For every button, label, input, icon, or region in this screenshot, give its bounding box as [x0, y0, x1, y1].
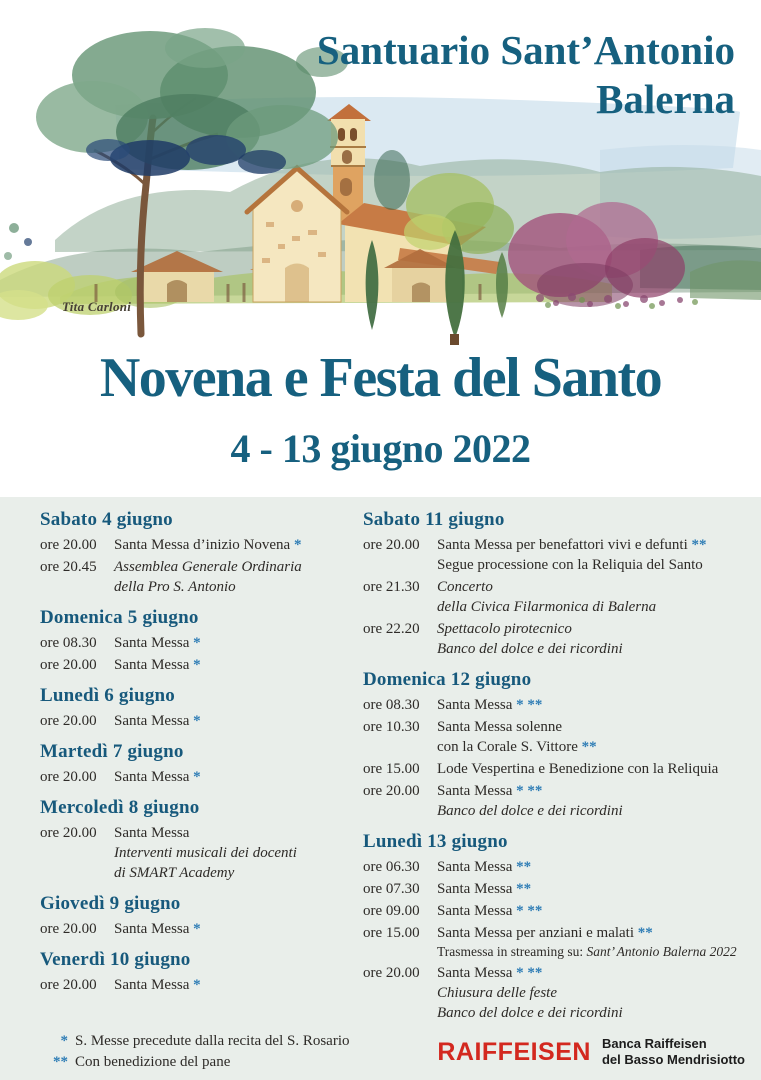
event-line-text: Santa Messa: [114, 769, 190, 785]
event-line: [437, 555, 759, 575]
event-time: ore 20.00: [363, 537, 420, 553]
event-line: [437, 857, 759, 877]
event-line-text: Santa Messa: [437, 859, 513, 875]
event-line: [437, 943, 759, 961]
event-body: [114, 655, 356, 675]
event-line-text: Banco del dolce e dei ricordini: [437, 1005, 623, 1021]
event-line: [437, 781, 759, 801]
event-line: [437, 737, 759, 757]
artist-signature: Tita Carloni: [62, 299, 132, 314]
event-line-text: con la Corale S. Vittore: [437, 739, 578, 755]
event-body: [114, 633, 356, 653]
event-line-text: Banco del dolce e dei ricordini: [437, 803, 623, 819]
event-time: ore 07.30: [363, 881, 420, 897]
footnote-marker: *: [189, 769, 201, 785]
event-line-text: Sant’ Antonio Balerna 2022: [586, 944, 737, 959]
day-title: Lunedì 13 giugno: [363, 831, 508, 852]
event-line-text: Santa Messa: [114, 713, 190, 729]
schedule-column-right: [363, 509, 759, 1033]
footnote-marker: *: [189, 713, 201, 729]
day-block: [40, 741, 356, 787]
footnote-marker: * **: [512, 903, 543, 919]
day-block: [40, 685, 356, 731]
event-row: [363, 577, 759, 617]
event-line-text: della Civica Filarmonica di Balerna: [437, 599, 657, 615]
footnote-row: [38, 1031, 350, 1052]
event-row: [363, 695, 759, 715]
event-time: ore 15.00: [363, 925, 420, 941]
day-block: [40, 607, 356, 675]
date-range: 4 - 13 giugno 2022: [230, 426, 531, 471]
event-line: [114, 535, 356, 555]
event-time: ore 20.00: [40, 769, 97, 785]
event-body: [437, 901, 759, 921]
event-time: ore 10.30: [363, 719, 420, 735]
event-row: [40, 557, 356, 597]
day-title: Sabato 11 giugno: [363, 509, 505, 530]
event-line: [437, 963, 759, 983]
day-block: [40, 509, 356, 597]
event-time: ore 20.00: [40, 657, 97, 673]
day-title: Lunedì 6 giugno: [40, 685, 175, 706]
event-line: [114, 577, 356, 597]
event-line-text: della Pro S. Antonio: [114, 579, 236, 595]
event-line-text: Santa Messa: [114, 657, 190, 673]
page-title: Novena e Festa del Santo: [99, 347, 662, 409]
event-line-text: Santa Messa: [437, 783, 513, 799]
event-body: [437, 759, 759, 779]
event-body: [114, 823, 356, 883]
footnote-text: S. Messe precedute dalla recita del S. Rosario: [75, 1033, 350, 1049]
event-time: ore 20.00: [40, 825, 97, 841]
event-time: ore 20.00: [40, 921, 97, 937]
event-line-text: Interventi musicali dei docenti: [114, 845, 297, 861]
event-row: [363, 879, 759, 899]
footnote-text: Con benedizione del pane: [75, 1054, 231, 1070]
event-line-text: Santa Messa: [114, 635, 190, 651]
event-line-text: Santa Messa solenne: [437, 719, 562, 735]
event-body: [114, 711, 356, 731]
event-row: [363, 619, 759, 659]
event-line-text: Santa Messa: [437, 965, 513, 981]
day-block: [363, 509, 759, 659]
footnote-marker: **: [687, 537, 707, 553]
event-time: ore 20.00: [363, 965, 420, 981]
event-body: [437, 619, 759, 659]
footnote-marker: **: [577, 739, 597, 755]
event-row: [363, 901, 759, 921]
event-line-text: Santa Messa: [114, 825, 190, 841]
day-block: [40, 797, 356, 883]
sponsor-name: [602, 1036, 745, 1068]
event-body: [437, 695, 759, 715]
event-row: [363, 759, 759, 779]
event-line-text: Assemblea Generale Ordinaria: [114, 559, 302, 575]
footnote-marker: * **: [512, 697, 543, 713]
event-time: ore 08.30: [363, 697, 420, 713]
event-line: [114, 843, 356, 863]
event-line-text: Santa Messa: [114, 977, 190, 993]
event-body: [114, 557, 356, 597]
event-body: [437, 879, 759, 899]
sanctuary-title-line1: Santuario Sant’Antonio: [316, 27, 735, 73]
event-line: [114, 767, 356, 787]
event-line: [114, 919, 356, 939]
footnote-marker: **: [53, 1054, 68, 1070]
event-line-text: Santa Messa per anziani e malati: [437, 925, 635, 941]
event-line: [437, 639, 759, 659]
event-body: [437, 923, 759, 961]
raiffeisen-logo-text: RAIFFEISEN: [437, 1037, 591, 1066]
event-body: [437, 857, 759, 877]
event-time: ore 15.00: [363, 761, 420, 777]
day-block: [40, 893, 356, 939]
event-line: [437, 901, 759, 921]
event-line-text: Santa Messa per benefattori vivi e defunti: [437, 537, 688, 553]
footnote-marker: **: [634, 925, 653, 941]
event-line: [114, 975, 356, 995]
event-time: ore 22.20: [363, 621, 420, 637]
footnote-marker: **: [512, 881, 532, 897]
event-time: ore 08.30: [40, 635, 97, 651]
event-line: [114, 655, 356, 675]
event-time: ore 20.45: [40, 559, 97, 575]
event-line: [437, 535, 759, 555]
day-title: Sabato 4 giugno: [40, 509, 173, 530]
event-line: [114, 823, 356, 843]
event-line: [437, 619, 759, 639]
event-line-text: Santa Messa: [437, 903, 513, 919]
day-block: [40, 949, 356, 995]
schedule-panel: [0, 497, 761, 1080]
day-block: [363, 831, 759, 1023]
event-row: [363, 535, 759, 575]
footnote-marker: *: [60, 1033, 68, 1049]
event-line-text: Santa Messa: [437, 697, 513, 713]
event-time: ore 20.00: [363, 783, 420, 799]
footnote-marker: * **: [512, 783, 543, 799]
footnote-row: [38, 1052, 350, 1073]
event-row: [363, 923, 759, 961]
footnote-marker: *: [189, 635, 201, 651]
event-line: [114, 557, 356, 577]
sponsor-logo: [437, 1036, 745, 1068]
day-title: Domenica 5 giugno: [40, 607, 199, 628]
event-line-text: Spettacolo pirotecnico: [437, 621, 572, 637]
day-title: Domenica 12 giugno: [363, 669, 532, 690]
sanctuary-title-line2: Balerna: [596, 76, 735, 123]
sponsor-name-line2: del Basso Mendrisiotto: [601, 1052, 745, 1067]
day-title: Martedì 7 giugno: [40, 741, 184, 762]
event-line: [114, 711, 356, 731]
event-row: [363, 717, 759, 757]
event-line-text: Santa Messa: [437, 881, 513, 897]
schedule-column-left: [40, 509, 356, 1005]
event-line: [437, 983, 759, 1003]
event-line: [437, 1003, 759, 1023]
event-line: [437, 695, 759, 715]
event-line: [437, 577, 759, 597]
event-row: [40, 823, 356, 883]
event-line: [437, 923, 759, 943]
event-time: ore 09.00: [363, 903, 420, 919]
event-line: [437, 717, 759, 737]
event-body: [114, 535, 356, 555]
event-line-text: Santa Messa d’inizio Novena: [114, 537, 291, 553]
event-body: [437, 577, 759, 617]
event-line: [114, 633, 356, 653]
event-body: [437, 535, 759, 575]
event-row: [40, 767, 356, 787]
event-body: [114, 975, 356, 995]
event-row: [40, 633, 356, 653]
event-line-text: Banco del dolce e dei ricordini: [437, 641, 623, 657]
event-body: [437, 963, 759, 1023]
event-line: [114, 863, 356, 883]
event-line-text: Concerto: [437, 579, 493, 595]
footnote-marker: *: [189, 921, 201, 937]
event-line-text: Santa Messa: [114, 921, 190, 937]
event-line-text: Segue processione con la Reliquia del Santo: [437, 557, 703, 573]
event-row: [363, 781, 759, 821]
event-line-text: Lode Vespertina e Benedizione con la Reliquia: [437, 761, 719, 777]
event-time: ore 20.00: [40, 537, 97, 553]
sanctuary-title: [317, 26, 735, 124]
event-row: [40, 975, 356, 995]
event-body: [437, 781, 759, 821]
event-line: [437, 759, 759, 779]
event-row: [40, 919, 356, 939]
event-line-text: di SMART Academy: [114, 865, 235, 881]
day-block: [363, 669, 759, 821]
event-row: [40, 711, 356, 731]
event-line: [437, 597, 759, 617]
event-time: ore 06.30: [363, 859, 420, 875]
footnote-marker: **: [512, 859, 532, 875]
event-time: ore 20.00: [40, 713, 97, 729]
event-time: ore 21.30: [363, 579, 420, 595]
footnote-marker: * **: [512, 965, 543, 981]
event-body: [114, 767, 356, 787]
footnote-marker: *: [189, 657, 201, 673]
day-title: Venerdì 10 giugno: [40, 949, 191, 970]
event-line: [437, 879, 759, 899]
day-title: Giovedì 9 giugno: [40, 893, 181, 914]
event-body: [114, 919, 356, 939]
footnotes: [38, 1031, 350, 1073]
event-line-prefix: Trasmessa in streaming su:: [437, 944, 587, 959]
event-row: [363, 857, 759, 877]
sponsor-name-line1: Banca Raiffeisen: [601, 1036, 707, 1051]
event-row: [40, 655, 356, 675]
event-row: [363, 963, 759, 1023]
event-line-text: Chiusura delle feste: [437, 985, 557, 1001]
event-row: [40, 535, 356, 555]
event-body: [437, 717, 759, 757]
event-line: [437, 801, 759, 821]
day-title: Mercoledì 8 giugno: [40, 797, 200, 818]
footnote-marker: *: [189, 977, 201, 993]
event-time: ore 20.00: [40, 977, 97, 993]
footnote-marker: *: [290, 537, 302, 553]
